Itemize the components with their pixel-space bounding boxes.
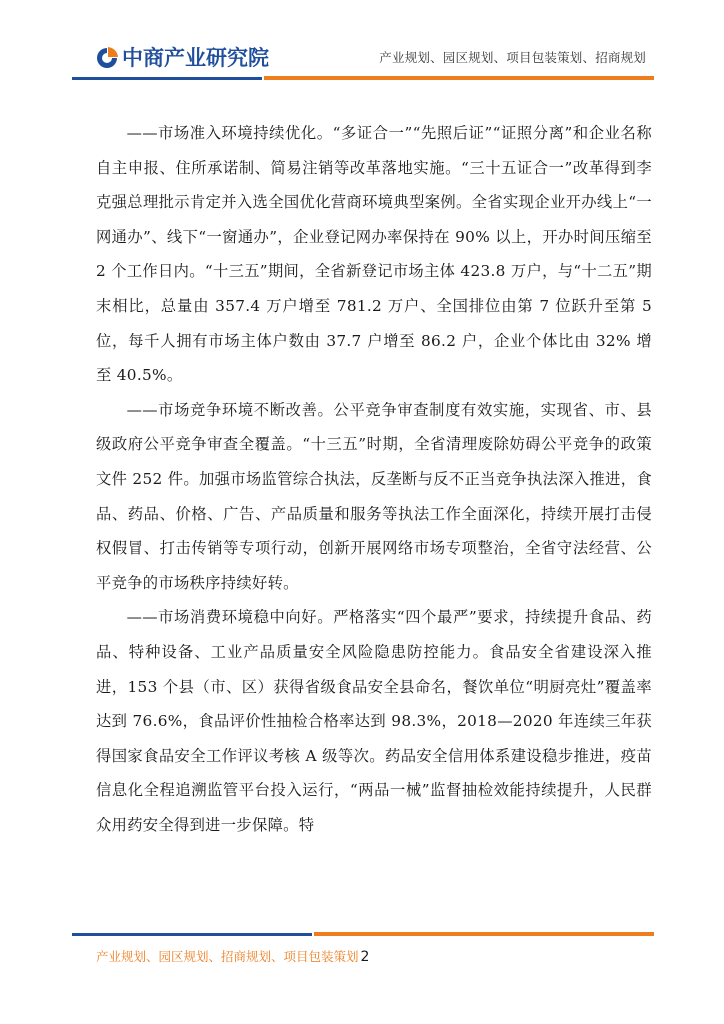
paragraph-market-competition: ——市场竞争环境不断改善。公平竞争审查制度有效实施，实现省、市、县级政府公平竞争审查全覆盖。“十三五”时期，全省清理废除妨碍公平竞争的政策文件 252 件。加强市场监管综合执法，反垄断与反不正当竞争执法深入推进，食品、药品、价格、广告、产品质量和服务等执法工作全面深化，持续开展打击侵权假冒、打击传销等专项行动，创新开展网络市场专项整治，全省守法经营、公平竞争的市场秩序持续好转。: [96, 400, 652, 592]
header-tagline: 产业规划、园区规划、项目包装策划、招商规划: [379, 50, 646, 65]
logo-text: 中商产业研究院: [122, 46, 269, 70]
paragraph-market-access: ——市场准入环境持续优化。“多证合一”“先照后证”“证照分离”和企业名称自主申报、住所承诺制、简易注销等改革落地实施。“三十五证合一”改革得到李克强总理批示肯定并入选全国优化营商环境典型案例。全省实现企业开办线上“一网通办”、线下“一窗通办”，企业登记网办率保持在 90% 以上，开办时间压缩至 2 个工作日内。“十三五”期间，全省新登记市场主体 423.8 万户，与“十二五”期末相比，总量由 357.4 万户增至 781.2 万户、全国排位由第 7 位跃升至第 5 位，每千人拥有市场主体户数由 37.7 户增至 86.2 户，企业个体比由 32% 增至 40.5%。: [96, 124, 652, 385]
page-footer: [96, 947, 369, 965]
footer-tagline: 产业规划、园区规划、招商规划、项目包装策划: [96, 949, 359, 964]
company-logo: [95, 44, 269, 72]
document-body: [96, 116, 652, 842]
footer-rule-blue: [72, 933, 312, 936]
page-number: 2: [360, 949, 370, 965]
header-rule-blue: [72, 77, 262, 80]
paragraph-market-consumption: ——市场消费环境稳中向好。严格落实“四个最严”要求，持续提升食品、药品、特种设备、工业产品质量安全风险隐患防控能力。食品安全省建设深入推进，153 个县（市、区）获得省级食品安全县命名，餐饮单位“明厨亮灶”覆盖率达到 76.6%，食品评价性抽检合格率达到 98.3%，2018—2020 年连续三年获得国家食品安全工作评议考核 A 级等次。药品安全信用体系建设稳步推进，疫苗信息化全程追溯监管平台投入运行，“两品一械”监督抽检效能持续提升，人民群众用药安全得到进一步保障。特: [96, 608, 652, 834]
logo-mark-icon: [95, 46, 119, 70]
page-header: [0, 0, 724, 82]
footer-rule-orange: [314, 932, 654, 936]
header-rule-orange: [264, 76, 654, 80]
